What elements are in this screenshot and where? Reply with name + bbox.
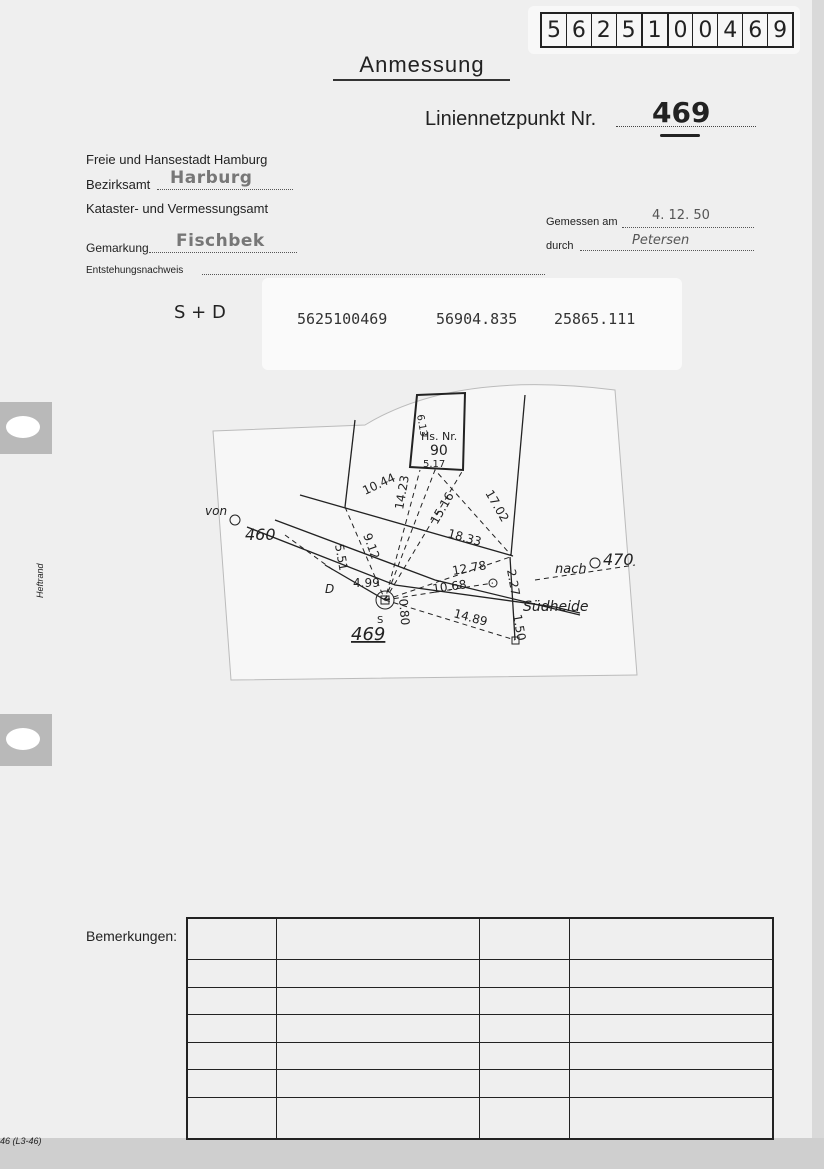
table-row [187, 918, 773, 959]
measure-label: 5.51 [332, 543, 351, 572]
survey-sketch [185, 375, 685, 705]
digit: 2 [592, 14, 617, 46]
coordinate-y: 25865.111 [554, 310, 636, 328]
liniennetzpunkt-value: 469 [652, 96, 711, 129]
from-label: von [205, 504, 228, 518]
to-point: 470 [603, 550, 634, 569]
digit: 9 [773, 17, 788, 43]
dotted-line [149, 252, 297, 253]
liniennetzpunkt-label: Liniennetzpunkt Nr. [425, 108, 597, 130]
form-code: 46 (L3-46) [0, 1136, 42, 1146]
dotted-line [157, 189, 293, 190]
measure-label: 1.50 [510, 613, 529, 642]
digit: 4 [718, 14, 743, 46]
remarks-label: Bemerkungen: [86, 928, 178, 944]
entstehung-label: Entstehungsnachweis [86, 265, 184, 276]
dotted-line [580, 250, 754, 251]
measure-label: 14.23 [392, 474, 412, 511]
digit: 5 [542, 14, 567, 46]
measure-label: 15.16 [427, 489, 457, 527]
measure-label: 0.80 [396, 598, 413, 626]
coordinate-x: 56904.835 [436, 310, 518, 328]
dotted-line [622, 227, 754, 228]
to-label: nach [555, 562, 587, 577]
point-s-label: S [377, 615, 384, 626]
bezirksamt-value: Harburg [170, 168, 253, 188]
table-row [187, 987, 773, 1015]
house-number: 90 [430, 443, 448, 459]
sheet-edge [0, 1138, 824, 1169]
remarks-table [186, 917, 774, 1140]
table-row [187, 1015, 773, 1043]
measure-label: 12.78 [451, 558, 488, 578]
digit: 0 [693, 14, 718, 46]
digit: 6 [567, 14, 592, 46]
measure-label: 5.17 [423, 459, 446, 470]
point-code: S + D [174, 302, 226, 323]
punch-hole [0, 402, 52, 454]
digit: 0 [669, 14, 694, 46]
page-title: Anmessung [359, 52, 485, 77]
gemarkung-value: Fischbek [176, 231, 265, 251]
measure-label: 14.89 [452, 606, 490, 629]
measure-label: 17.02 [482, 487, 512, 525]
punch-hole [0, 714, 52, 766]
bezirksamt-label: Bezirksamt [86, 177, 151, 192]
table-row [187, 1098, 773, 1139]
table-row [187, 959, 773, 987]
measure-label: 18.33 [446, 526, 484, 549]
value-underline [660, 134, 700, 137]
coordinate-id: 5625100469 [297, 310, 388, 328]
dotted-line [202, 274, 545, 275]
title-underline [333, 79, 510, 81]
point-d-label: D [325, 582, 335, 596]
from-point: 460 [245, 525, 276, 544]
measure-label: 2.27 [504, 568, 523, 597]
measure-label: 6.13 [414, 413, 429, 438]
digit: 6 [743, 14, 768, 46]
authority-line1: Freie und Hansestadt Hamburg [86, 152, 268, 167]
gemarkung-label: Gemarkung [86, 241, 149, 255]
table-row [187, 1070, 773, 1098]
margin-label: Heftrand [35, 563, 45, 598]
measure-label: 10.44 [360, 470, 398, 498]
table-row [187, 1042, 773, 1070]
durch-value: Petersen [632, 233, 690, 248]
point-number-box [540, 12, 794, 48]
gemessen-value: 4. 12. 50 [652, 208, 710, 223]
authority-line3: Kataster- und Vermessungsamt [86, 201, 269, 216]
measure-label: 9.12 [360, 531, 383, 562]
hs-nr-label: Hs. Nr. [421, 430, 458, 443]
gemessen-label: Gemessen am [546, 216, 618, 228]
durch-label: durch [546, 240, 574, 252]
measure-label: 4.99 [353, 576, 380, 590]
digit: 5 [617, 14, 643, 46]
measure-label: 10.68 [431, 577, 468, 596]
digit: 1 [643, 14, 669, 46]
point-number-label: 469 [351, 624, 386, 645]
street-name: Südheide [523, 599, 589, 615]
